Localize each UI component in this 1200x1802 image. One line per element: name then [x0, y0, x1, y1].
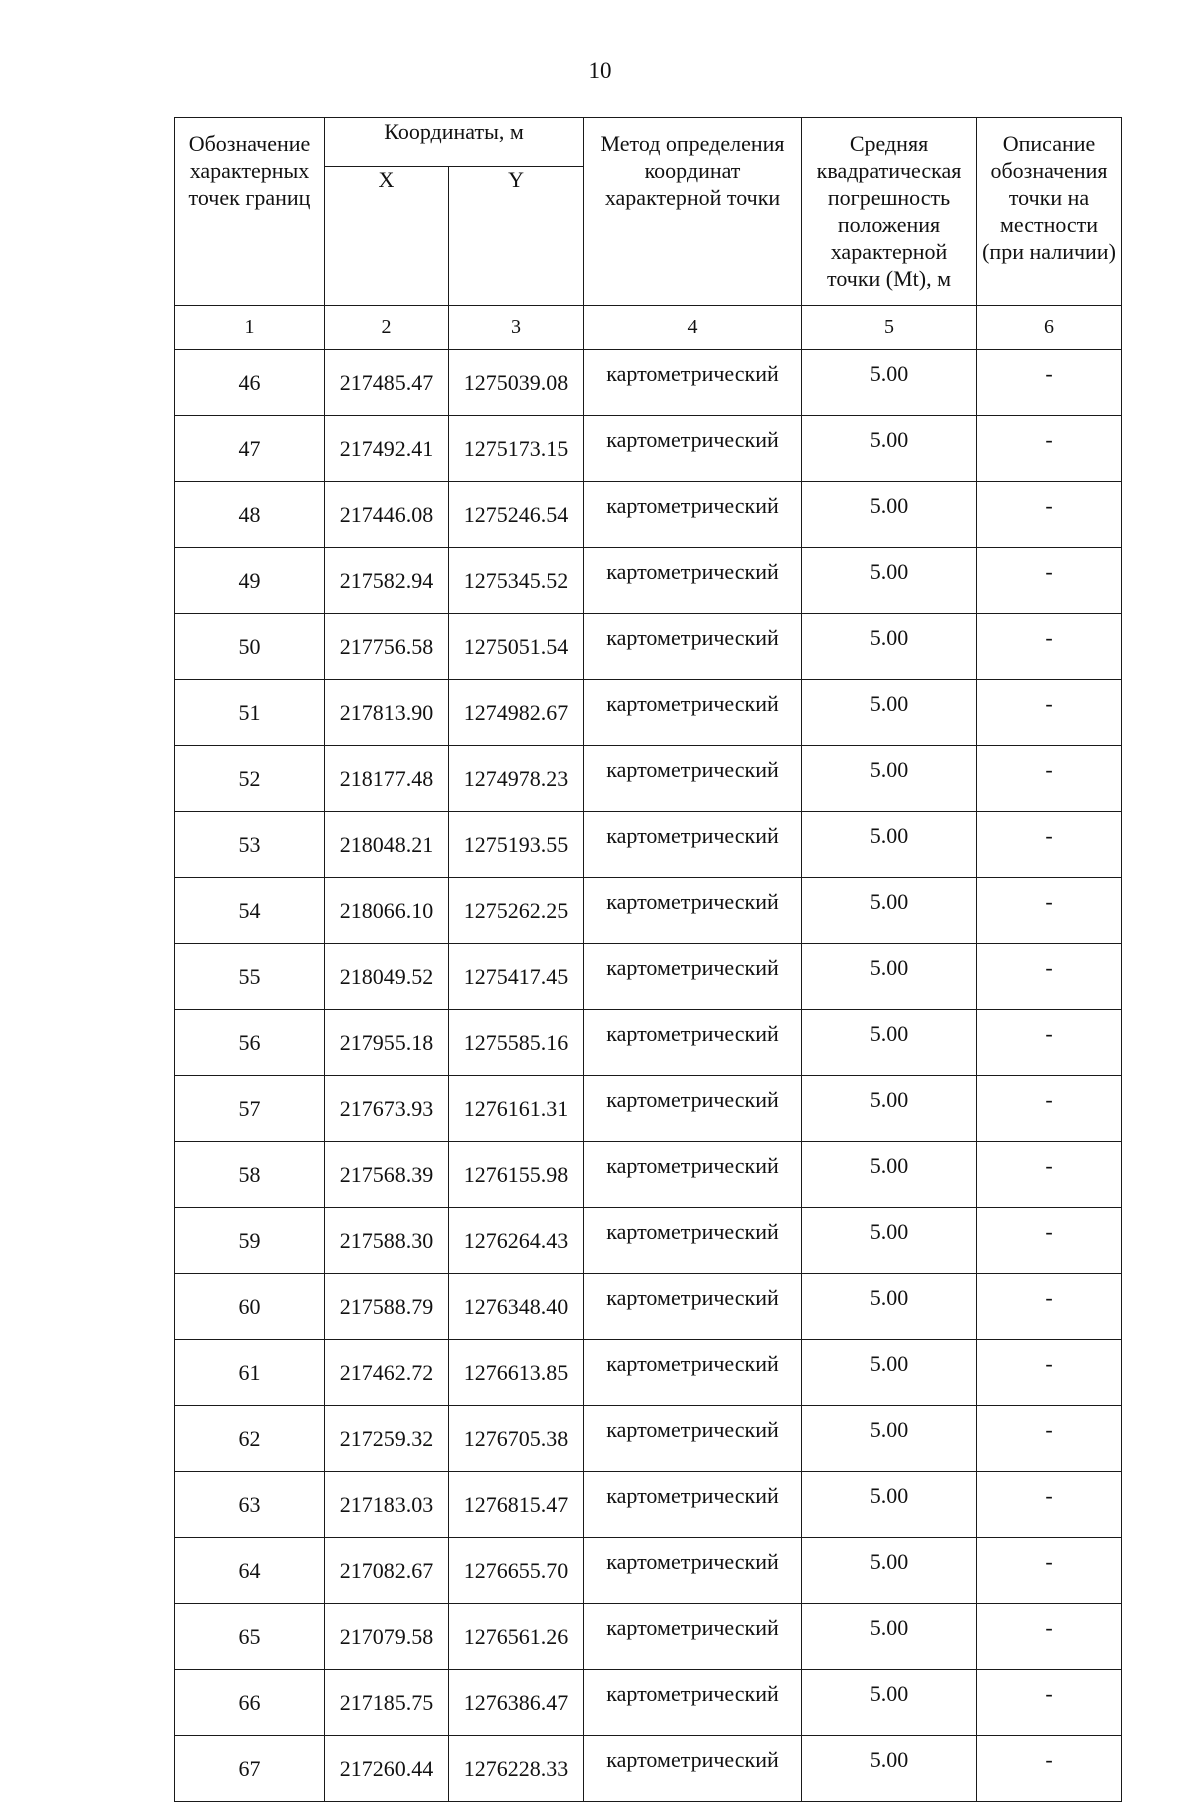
error-cell: 5.00 — [802, 1604, 977, 1670]
description-cell: - — [977, 746, 1122, 812]
description-cell: - — [977, 614, 1122, 680]
y-cell: 1274982.67 — [449, 680, 584, 746]
description-cell: - — [977, 1010, 1122, 1076]
y-cell: 1276264.43 — [449, 1208, 584, 1274]
table-body — [175, 350, 1122, 1802]
y-cell: 1275173.15 — [449, 416, 584, 482]
table-row — [175, 1670, 1122, 1736]
table-row — [175, 746, 1122, 812]
point-cell: 60 — [175, 1274, 325, 1340]
coordinates-table — [174, 117, 1122, 1802]
method-cell: картометрический — [584, 812, 802, 878]
point-cell: 59 — [175, 1208, 325, 1274]
method-cell: картометрический — [584, 1670, 802, 1736]
column-number: 1 — [175, 306, 325, 350]
header-y: Y — [449, 167, 584, 306]
description-cell: - — [977, 1076, 1122, 1142]
x-cell: 217813.90 — [325, 680, 449, 746]
description-cell: - — [977, 680, 1122, 746]
table-row — [175, 1142, 1122, 1208]
method-cell: картометрический — [584, 548, 802, 614]
error-cell: 5.00 — [802, 1010, 977, 1076]
point-cell: 62 — [175, 1406, 325, 1472]
table-row — [175, 1076, 1122, 1142]
y-cell: 1276705.38 — [449, 1406, 584, 1472]
method-cell: картометрический — [584, 1142, 802, 1208]
column-number: 6 — [977, 306, 1122, 350]
table-row — [175, 482, 1122, 548]
table-row — [175, 1208, 1122, 1274]
x-cell: 217183.03 — [325, 1472, 449, 1538]
header-coords: Координаты, м — [325, 118, 584, 167]
method-cell: картометрический — [584, 614, 802, 680]
description-cell: - — [977, 1274, 1122, 1340]
table-row — [175, 1340, 1122, 1406]
description-cell: - — [977, 416, 1122, 482]
description-cell: - — [977, 1736, 1122, 1802]
error-cell: 5.00 — [802, 944, 977, 1010]
error-cell: 5.00 — [802, 1142, 977, 1208]
table-row — [175, 1406, 1122, 1472]
y-cell: 1275345.52 — [449, 548, 584, 614]
table-row — [175, 416, 1122, 482]
description-cell: - — [977, 1604, 1122, 1670]
point-cell: 57 — [175, 1076, 325, 1142]
x-cell: 217259.32 — [325, 1406, 449, 1472]
table-row — [175, 944, 1122, 1010]
header-error: Средняя квадратическая погрешность положения характерной точки (Mt), м — [802, 118, 977, 306]
error-cell: 5.00 — [802, 878, 977, 944]
point-cell: 56 — [175, 1010, 325, 1076]
point-cell: 50 — [175, 614, 325, 680]
method-cell: картометрический — [584, 878, 802, 944]
y-cell: 1275417.45 — [449, 944, 584, 1010]
point-cell: 67 — [175, 1736, 325, 1802]
description-cell: - — [977, 1670, 1122, 1736]
y-cell: 1274978.23 — [449, 746, 584, 812]
header-method: Метод определения координат характерной точки — [584, 118, 802, 306]
table-row — [175, 1538, 1122, 1604]
point-cell: 49 — [175, 548, 325, 614]
point-cell: 52 — [175, 746, 325, 812]
y-cell: 1276561.26 — [449, 1604, 584, 1670]
x-cell: 217673.93 — [325, 1076, 449, 1142]
description-cell: - — [977, 812, 1122, 878]
error-cell: 5.00 — [802, 1076, 977, 1142]
y-cell: 1275039.08 — [449, 350, 584, 416]
method-cell: картометрический — [584, 1208, 802, 1274]
y-cell: 1276161.31 — [449, 1076, 584, 1142]
error-cell: 5.00 — [802, 548, 977, 614]
point-cell: 66 — [175, 1670, 325, 1736]
y-cell: 1275585.16 — [449, 1010, 584, 1076]
header-point: Обозначение характерных точек границ — [175, 118, 325, 306]
header-x: X — [325, 167, 449, 306]
x-cell: 218177.48 — [325, 746, 449, 812]
method-cell: картометрический — [584, 1604, 802, 1670]
error-cell: 5.00 — [802, 1406, 977, 1472]
x-cell: 217079.58 — [325, 1604, 449, 1670]
point-cell: 53 — [175, 812, 325, 878]
x-cell: 217588.30 — [325, 1208, 449, 1274]
y-cell: 1276815.47 — [449, 1472, 584, 1538]
point-cell: 51 — [175, 680, 325, 746]
y-cell: 1275051.54 — [449, 614, 584, 680]
error-cell: 5.00 — [802, 746, 977, 812]
description-cell: - — [977, 1472, 1122, 1538]
column-number: 4 — [584, 306, 802, 350]
point-cell: 61 — [175, 1340, 325, 1406]
description-cell: - — [977, 1538, 1122, 1604]
column-number: 2 — [325, 306, 449, 350]
method-cell: картометрический — [584, 1274, 802, 1340]
point-cell: 47 — [175, 416, 325, 482]
point-cell: 55 — [175, 944, 325, 1010]
method-cell: картометрический — [584, 746, 802, 812]
x-cell: 217588.79 — [325, 1274, 449, 1340]
method-cell: картометрический — [584, 1340, 802, 1406]
y-cell: 1275262.25 — [449, 878, 584, 944]
y-cell: 1276655.70 — [449, 1538, 584, 1604]
point-cell: 46 — [175, 350, 325, 416]
table-row — [175, 1274, 1122, 1340]
x-cell: 217485.47 — [325, 350, 449, 416]
point-cell: 58 — [175, 1142, 325, 1208]
point-cell: 54 — [175, 878, 325, 944]
method-cell: картометрический — [584, 680, 802, 746]
method-cell: картометрический — [584, 1010, 802, 1076]
error-cell: 5.00 — [802, 1208, 977, 1274]
y-cell: 1275246.54 — [449, 482, 584, 548]
x-cell: 218049.52 — [325, 944, 449, 1010]
description-cell: - — [977, 1340, 1122, 1406]
x-cell: 217582.94 — [325, 548, 449, 614]
x-cell: 217082.67 — [325, 1538, 449, 1604]
column-number: 5 — [802, 306, 977, 350]
error-cell: 5.00 — [802, 416, 977, 482]
point-cell: 48 — [175, 482, 325, 548]
description-cell: - — [977, 1406, 1122, 1472]
y-cell: 1276386.47 — [449, 1670, 584, 1736]
x-cell: 217462.72 — [325, 1340, 449, 1406]
x-cell: 217185.75 — [325, 1670, 449, 1736]
error-cell: 5.00 — [802, 1736, 977, 1802]
error-cell: 5.00 — [802, 350, 977, 416]
x-cell: 217756.58 — [325, 614, 449, 680]
description-cell: - — [977, 1142, 1122, 1208]
x-cell: 218048.21 — [325, 812, 449, 878]
x-cell: 217568.39 — [325, 1142, 449, 1208]
method-cell: картометрический — [584, 1472, 802, 1538]
method-cell: картометрический — [584, 1076, 802, 1142]
error-cell: 5.00 — [802, 482, 977, 548]
error-cell: 5.00 — [802, 614, 977, 680]
description-cell: - — [977, 878, 1122, 944]
x-cell: 218066.10 — [325, 878, 449, 944]
method-cell: картометрический — [584, 350, 802, 416]
y-cell: 1275193.55 — [449, 812, 584, 878]
error-cell: 5.00 — [802, 1472, 977, 1538]
x-cell: 217260.44 — [325, 1736, 449, 1802]
description-cell: - — [977, 944, 1122, 1010]
method-cell: картометрический — [584, 1736, 802, 1802]
column-number: 3 — [449, 306, 584, 350]
error-cell: 5.00 — [802, 1538, 977, 1604]
method-cell: картометрический — [584, 1538, 802, 1604]
error-cell: 5.00 — [802, 1274, 977, 1340]
error-cell: 5.00 — [802, 1670, 977, 1736]
method-cell: картометрический — [584, 416, 802, 482]
table-row — [175, 1604, 1122, 1670]
x-cell: 217492.41 — [325, 416, 449, 482]
point-cell: 65 — [175, 1604, 325, 1670]
table-row — [175, 350, 1122, 416]
error-cell: 5.00 — [802, 1340, 977, 1406]
table-row — [175, 680, 1122, 746]
table-row — [175, 1010, 1122, 1076]
method-cell: картометрический — [584, 944, 802, 1010]
table-row — [175, 1736, 1122, 1802]
table-row — [175, 812, 1122, 878]
y-cell: 1276228.33 — [449, 1736, 584, 1802]
point-cell: 64 — [175, 1538, 325, 1604]
table-row — [175, 548, 1122, 614]
x-cell: 217955.18 — [325, 1010, 449, 1076]
method-cell: картометрический — [584, 482, 802, 548]
x-cell: 217446.08 — [325, 482, 449, 548]
header-description: Описание обозначения точки на местности (при наличии) — [977, 118, 1122, 306]
method-cell: картометрический — [584, 1406, 802, 1472]
page-number: 10 — [588, 58, 612, 83]
description-cell: - — [977, 548, 1122, 614]
description-cell: - — [977, 1208, 1122, 1274]
table-row — [175, 614, 1122, 680]
table-row — [175, 878, 1122, 944]
error-cell: 5.00 — [802, 680, 977, 746]
y-cell: 1276613.85 — [449, 1340, 584, 1406]
point-cell: 63 — [175, 1472, 325, 1538]
description-cell: - — [977, 482, 1122, 548]
y-cell: 1276155.98 — [449, 1142, 584, 1208]
table-row — [175, 1472, 1122, 1538]
y-cell: 1276348.40 — [449, 1274, 584, 1340]
description-cell: - — [977, 350, 1122, 416]
error-cell: 5.00 — [802, 812, 977, 878]
